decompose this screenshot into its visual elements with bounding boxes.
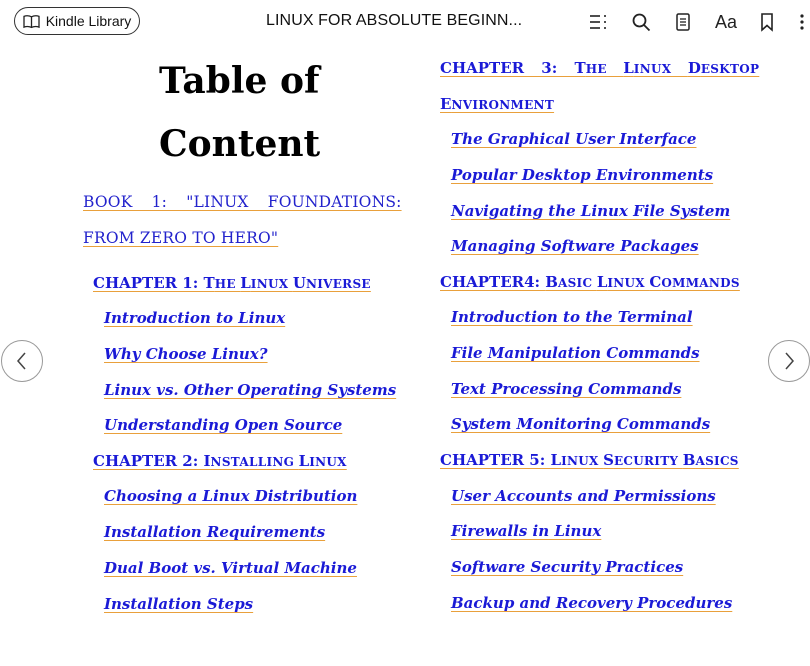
toc-item[interactable]: Understanding Open Source xyxy=(104,416,343,434)
chapter-2-prefix: CHAPTER 2: xyxy=(93,452,204,470)
toc-item[interactable]: Dual Boot vs. Virtual Machine xyxy=(104,559,357,577)
toc-item[interactable]: File Manipulation Commands xyxy=(451,344,700,362)
chapter-5-prefix: CHAPTER 5: xyxy=(440,451,551,469)
chapter-3-link[interactable] xyxy=(440,59,760,77)
toc-item[interactable]: Navigating the Linux File System xyxy=(451,202,731,220)
toc-item[interactable]: Popular Desktop Environments xyxy=(451,166,714,184)
toc-item[interactable]: Installation Requirements xyxy=(104,523,326,541)
toc-item[interactable]: Managing Software Packages xyxy=(451,237,699,255)
chapter-5-link[interactable] xyxy=(440,451,739,469)
chapter-4-sc: INUX xyxy=(607,276,650,290)
chapter-1-prefix: CHAPTER 1: xyxy=(93,274,204,292)
toc-item[interactable]: User Accounts and Permissions xyxy=(451,487,716,505)
bookmark-icon[interactable] xyxy=(756,11,778,33)
chapter-2-link[interactable] xyxy=(93,452,347,470)
chapter-3-prefix: CHAPTER 3: xyxy=(440,59,575,77)
font-settings-icon[interactable]: Aa xyxy=(714,11,738,32)
chapter-3-link-line2[interactable] xyxy=(440,95,554,113)
chapter-3-sc: ESKTOP xyxy=(700,62,760,76)
chapter-4-prefix: CHAPTER4: xyxy=(440,273,546,291)
chapter-4-cap: C xyxy=(649,273,662,291)
chapter-1-sc: HE xyxy=(214,277,241,291)
chevron-right-icon xyxy=(781,351,797,371)
more-icon[interactable] xyxy=(796,11,808,33)
search-icon[interactable] xyxy=(630,11,652,33)
toc-item[interactable]: System Monitoring Commands xyxy=(451,415,711,433)
chapter-2-sc: INUX xyxy=(309,455,347,469)
chapter-3-sc: NVIRONMENT xyxy=(451,98,555,112)
toc-item[interactable]: Why Choose Linux? xyxy=(104,345,268,363)
kindle-library-label: Kindle Library xyxy=(45,13,132,29)
chapter-2-sc: NSTALLING xyxy=(210,455,299,469)
toc-item[interactable]: Text Processing Commands xyxy=(451,380,682,398)
kindle-library-button[interactable] xyxy=(14,7,140,35)
chapter-4-cap: B xyxy=(545,273,558,291)
chapter-1-sc: INUX xyxy=(250,277,293,291)
book-1-link[interactable]: BOOK 1: "LINUX FOUNDATIONS: xyxy=(83,193,402,211)
chapter-3-cap: E xyxy=(440,95,452,113)
chapter-1-sc: NIVERSE xyxy=(305,277,371,291)
chapter-1-cap: T xyxy=(203,274,215,292)
chapter-3-cap: L xyxy=(623,59,634,77)
chapter-1-link[interactable] xyxy=(93,274,371,292)
toc-item[interactable]: Backup and Recovery Procedures xyxy=(451,594,733,612)
toc-item[interactable]: Linux vs. Other Operating Systems xyxy=(104,381,397,399)
notes-icon[interactable] xyxy=(672,11,694,33)
chapter-5-cap: L xyxy=(550,451,562,469)
toc-heading-line1: Table of xyxy=(159,60,320,102)
chapter-4-sc: OMMANDS xyxy=(661,276,740,290)
toc-heading-line2: Content xyxy=(159,123,321,165)
toc-item[interactable]: Software Security Practices xyxy=(451,558,684,576)
chevron-left-icon xyxy=(14,351,30,371)
toc-item[interactable]: Choosing a Linux Distribution xyxy=(104,487,358,505)
chapter-4-sc: ASIC xyxy=(557,276,597,290)
toc-item[interactable]: Firewalls in Linux xyxy=(451,522,602,540)
chapter-2-cap: L xyxy=(298,452,310,470)
chapter-4-cap: L xyxy=(596,273,608,291)
chapter-1-cap: L xyxy=(240,274,251,292)
toc-item[interactable]: Installation Steps xyxy=(104,595,254,613)
book-title: LINUX FOR ABSOLUTE BEGINN... xyxy=(266,12,523,29)
chapter-4-link[interactable] xyxy=(440,273,740,291)
chapter-2-cap: I xyxy=(203,452,211,470)
next-page-button[interactable] xyxy=(768,340,810,382)
book-1-link-line2[interactable]: FROM ZERO TO HERO" xyxy=(83,229,279,247)
chapter-3-cap: D xyxy=(687,59,701,77)
toc-item[interactable]: The Graphical User Interface xyxy=(451,130,697,148)
chapter-5-sc: INUX xyxy=(561,454,604,468)
chapter-5-cap: S xyxy=(603,451,614,469)
chapter-5-sc: ECURITY xyxy=(613,454,683,468)
previous-page-button[interactable] xyxy=(1,340,43,382)
toc-item[interactable]: Introduction to Linux xyxy=(104,309,286,327)
toc-item[interactable]: Introduction to the Terminal xyxy=(451,308,693,326)
chapter-3-sc: INUX xyxy=(633,62,688,76)
reader-toolbar xyxy=(0,0,810,44)
chapter-1-cap: U xyxy=(292,274,306,292)
chapter-3-sc: HE xyxy=(585,62,624,76)
chapter-5-cap: B xyxy=(682,451,696,469)
book-open-icon xyxy=(23,14,40,29)
chapter-3-cap: T xyxy=(574,59,586,77)
chapter-5-sc: ASICS xyxy=(695,454,739,468)
toc-list-icon[interactable] xyxy=(587,11,609,33)
